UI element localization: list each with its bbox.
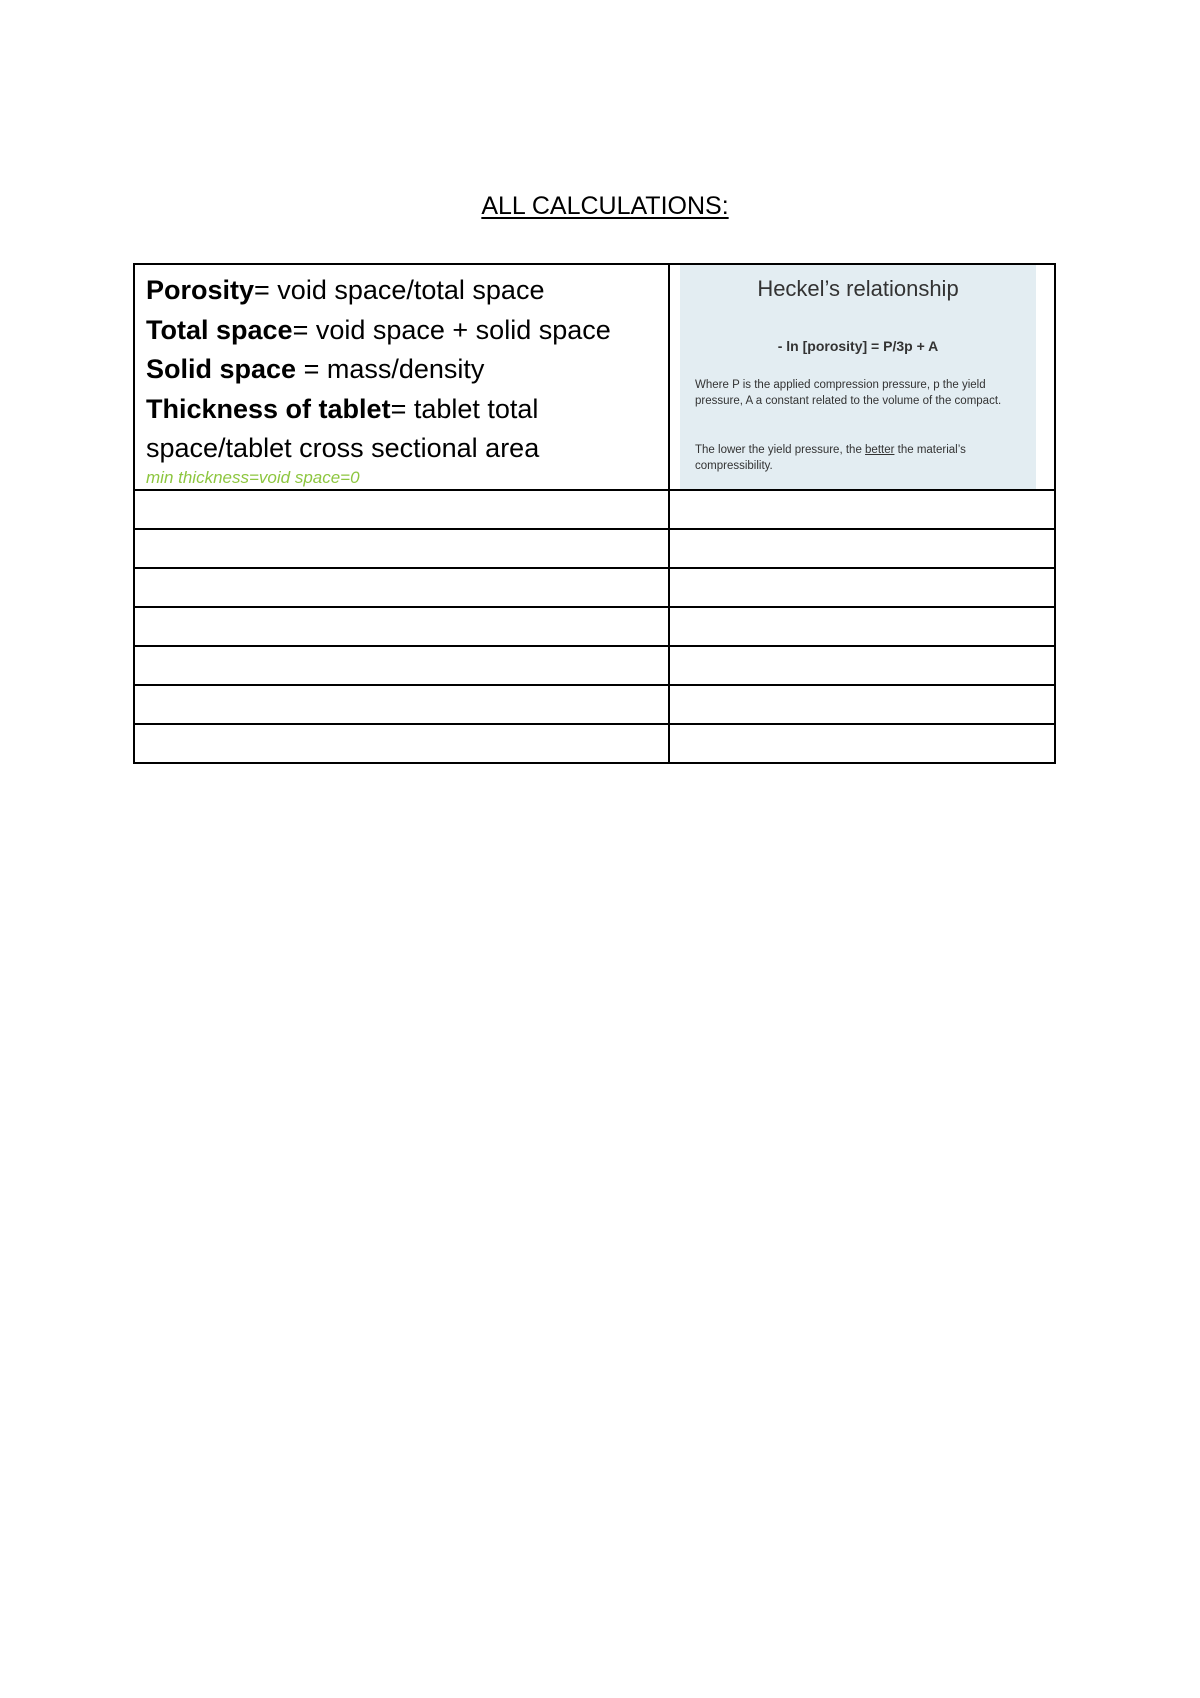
table-row [134, 568, 1055, 607]
table-cell [134, 646, 669, 685]
table-cell [134, 490, 669, 529]
formulas-cell [134, 264, 669, 490]
table-row [134, 490, 1055, 529]
table-cell [134, 607, 669, 646]
table-cell [669, 646, 1055, 685]
formula-total-space [146, 311, 668, 351]
formula-term: Thickness of tablet [146, 393, 391, 424]
formula-porosity [146, 271, 668, 311]
page-title: ALL CALCULATIONS: [481, 192, 729, 220]
formulas-block [135, 265, 668, 489]
table-row [134, 685, 1055, 724]
table-cell [669, 529, 1055, 568]
formula-term: Porosity [146, 275, 255, 305]
calculations-table [133, 263, 1056, 764]
formula-definition: = void space + solid space [292, 314, 611, 345]
table-cell [669, 490, 1055, 529]
min-thickness-note: min thickness=void space=0 [146, 467, 360, 487]
formula-definition: = tablet total space/tablet cross sectional area [146, 393, 540, 463]
table-cell [669, 685, 1055, 724]
formula-term: Total space [146, 314, 293, 345]
table-cell [669, 724, 1055, 763]
heckel-cell [669, 264, 1055, 490]
table-cell [134, 724, 669, 763]
heckel-conclusion-text: the material’s compressibility. [695, 444, 966, 472]
heckel-conclusion [695, 442, 1016, 474]
table-cell [669, 607, 1055, 646]
table-row [134, 264, 1055, 490]
formula-solid-space [146, 350, 668, 390]
formula-definition: = void space/total space [254, 275, 545, 305]
table-cell [669, 568, 1055, 607]
heckel-conclusion-text: The lower the yield pressure, the [695, 444, 866, 456]
table-row [134, 724, 1055, 763]
heckel-underlined-word: better [865, 444, 895, 456]
table-row [134, 529, 1055, 568]
heckel-equation: - ln [porosity] = P/3p + A [777, 338, 939, 354]
table-row [134, 607, 1055, 646]
heckel-slide-image [680, 265, 1036, 489]
formula-definition: = mass/density [296, 354, 485, 384]
formula-term: Solid space [146, 354, 297, 384]
table-cell [134, 568, 669, 607]
table-row [134, 646, 1055, 685]
heckel-title: Heckel’s relationship [757, 276, 959, 301]
table-cell [134, 685, 669, 724]
table-cell [134, 529, 669, 568]
formula-thickness [146, 390, 668, 469]
heckel-description: Where P is the applied compression pressure, p the yield pressure, A a constant related to the volume of the compact. [695, 379, 1002, 407]
